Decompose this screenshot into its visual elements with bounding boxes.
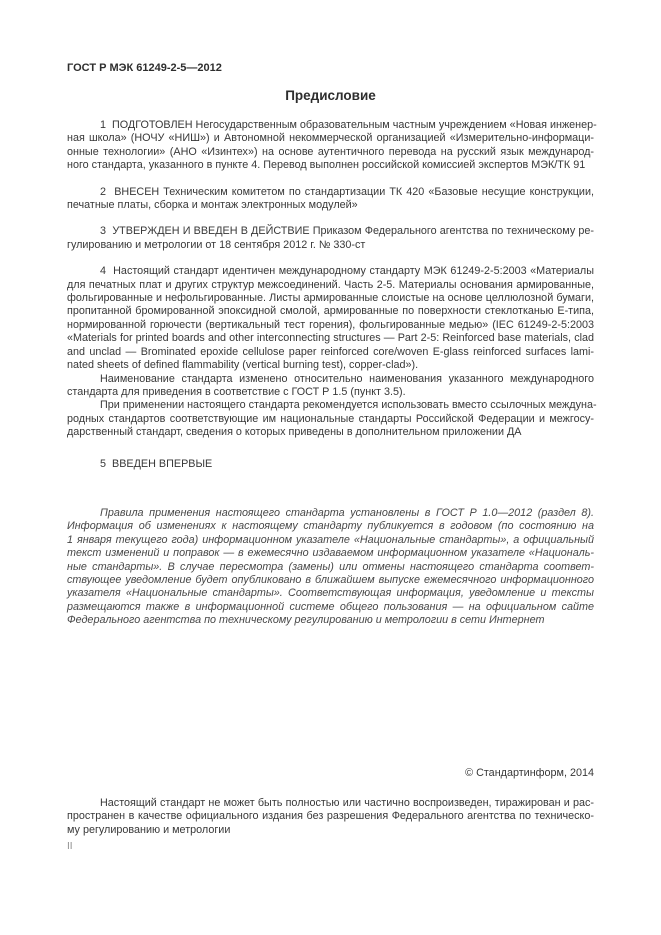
clause-4-name-change-note xyxy=(67,373,594,400)
text-line: and unclad — Brominated epoxide cellulose paper reinforced core/woven E-glass reinforced surfaces lami- xyxy=(67,345,594,358)
text-line: При применении настоящего стандарта рекомендуется использовать вместо ссылочных междуна- xyxy=(100,399,597,412)
text-line: для печатных плат и других структур межсоединений. Часть 2-5. Материалы основания армированные, xyxy=(67,278,594,291)
page-title: Предисловие xyxy=(285,88,376,103)
text-line: гулированию и метрологии от 18 сентября 2012 г. № 330-ст xyxy=(67,238,366,251)
page-number: II xyxy=(67,841,73,852)
text-line: онные технологии» (АНО «Изинтех») на основе аутентичного перевода на русский язык международ- xyxy=(67,145,594,158)
text-line: Информация об изменениях к настоящему стандарту публикуется в годовом (по состоянию на xyxy=(67,520,594,533)
text-line: Правила применения настоящего стандарта установлены в ГОСТ Р 1.0—2012 (раздел 8). xyxy=(100,506,594,519)
text-line: указателя «Национальные стандарты». Соответствующая информация, уведомление и тексты xyxy=(67,587,594,600)
clause-4-identical-standard xyxy=(67,265,594,372)
text-line: 1 января текущего года) информационном указателе «Национальные стандарты», а официальный xyxy=(67,533,594,546)
text-line: фольгированные и нефольгированные. Листы армированные слоистые на основе целлюлозной бумаги, xyxy=(67,292,594,305)
text-line: 3 УТВЕРЖДЕН И ВВЕДЕН В ДЕЙСТВИЕ Приказом Федерального агентства по техническому ре- xyxy=(100,225,594,238)
text-line: размещаются также в информационной системе общего пользования — на официальном сайте xyxy=(67,600,594,613)
standard-designation: ГОСТ Р МЭК 61249-2-5—2012 xyxy=(67,62,222,74)
text-line: 1 ПОДГОТОВЛЕН Негосударственным образовательным частным учреждением «Новая инженер- xyxy=(100,119,597,131)
text-line: ного стандарта, указанного в пункте 4. Перевод выполнен российской комиссией экспертов МЭК/ТК 91 xyxy=(67,159,586,172)
text-line: му регулированию и метрологии xyxy=(67,823,231,836)
text-line: Настоящий стандарт не может быть полностью или частично воспроизведен, тиражирован и рас- xyxy=(100,797,594,809)
text-line: нормированной горючести (вертикальный тест горения), фольгированные медью» (IEC 61249-2-5:2003 xyxy=(67,318,594,331)
reproduction-restriction-notice xyxy=(67,797,594,837)
text-line: родных стандартов соответствующие им национальные стандарты Российской Федерации и межгосу- xyxy=(67,412,594,425)
text-line: текст изменений и поправок — в ежемесячно издаваемом информационном указателе «Националь- xyxy=(67,547,594,560)
text-line: стандарта для приведения в соответствие с ГОСТ Р 1.5 (пункт 3.5). xyxy=(67,385,406,398)
text-line: Федерального агентства по техническому регулированию и метрологии в сети Интернет xyxy=(67,614,545,627)
text-line: пространен в качестве официального издания без разрешения Федерального агентства по техническо- xyxy=(67,810,594,823)
clause-3-approved xyxy=(67,225,594,252)
text-line: дарственный стандарт, сведения о которых приведены в дополнительном приложении ДА xyxy=(67,426,522,439)
text-line: nated sheets of defined flammability (vertical burning test), copper-clad»). xyxy=(67,359,419,372)
text-line: 5 ВВЕДЕН ВПЕРВЫЕ xyxy=(100,457,213,470)
text-line: печатные платы, сборка и монтаж электронных модулей» xyxy=(67,199,358,212)
clause-4-application-note xyxy=(67,399,597,439)
text-line: «Materials for printed boards and other interconnecting structures — Part 2-5: Reinforced base materials, clad xyxy=(67,332,594,345)
text-line: ная школа» (НОЧУ «НИШ») и Автономной некоммерческой организацией «Измерительно-информаци- xyxy=(67,132,594,145)
foreword-body xyxy=(67,119,597,628)
clause-5-first-introduced xyxy=(67,458,594,471)
text-line: Наименование стандарта изменено относительно наименования указанного международного xyxy=(100,372,594,385)
clause-1-prepared xyxy=(67,119,597,173)
text-line: 2 ВНЕСЕН Техническим комитетом по стандартизации ТК 420 «Базовые несущие конструкции, xyxy=(100,185,594,198)
text-line: ные стандарты». В случае пересмотра (замены) или отмены настоящего стандарта соответ- xyxy=(67,560,594,573)
text-line: пропитанной бромированной эпоксидной смолой, армированные по поверхности стеклотканью Е-типа, xyxy=(67,305,594,318)
copyright-line: © Стандартинформ, 2014 xyxy=(465,767,594,779)
text-line: ствующее уведомление будет опубликовано в ближайшем выпуске ежемесячного информационного xyxy=(67,573,594,586)
application-rules-note xyxy=(67,507,594,628)
text-line: 4 Настоящий стандарт идентичен международному стандарту МЭК 61249-2-5:2003 «Материалы xyxy=(100,265,594,278)
reproduction-notice xyxy=(67,797,594,837)
clause-2-submitted xyxy=(67,186,594,213)
